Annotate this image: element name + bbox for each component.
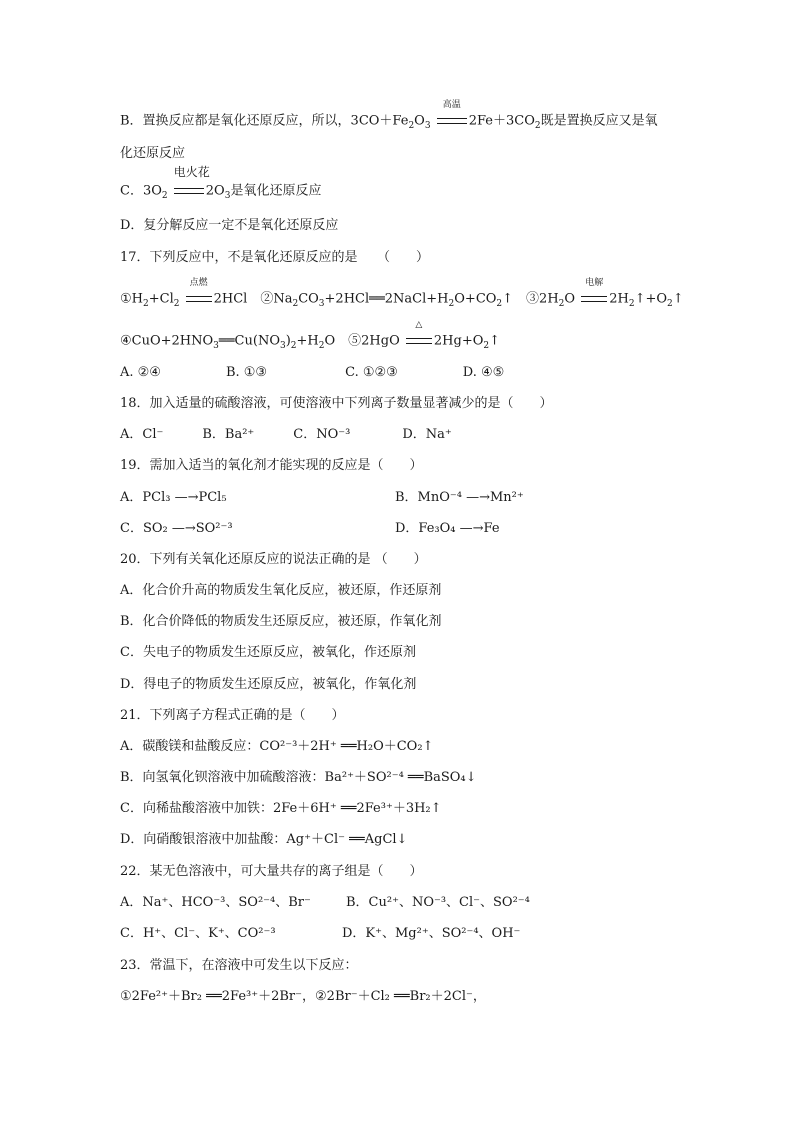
q22-option-d: D．K⁺、Mg²⁺、SO²⁻⁴、OH⁻ (342, 926, 521, 941)
q19-option-a: A．PCl₃ —→PCl₅ (120, 490, 227, 505)
question-19: 19．需加入适当的氧化剂才能实现的反应是（ ） (120, 458, 423, 473)
question-21: 21．下列离子方程式正确的是（ ） (120, 708, 345, 723)
condition-spark-sign (173, 165, 210, 200)
question-20: 20．下列有关氧化还原反应的说法正确的是 （ ） (120, 552, 427, 567)
option-d-line: D．复分解反应一定不是氧化还原反应 (120, 218, 339, 233)
option-b-line: B．置换反应都是氧化还原反应，所以，$3CO+Fe_2O_3$ 高温 $2Fe+3CO_2$既是置换反应又是氧 (120, 100, 658, 132)
q21-option-d: D．向硝酸银溶液中加盐酸：Ag⁺＋Cl⁻ ══AgCl↓ (120, 832, 408, 847)
q20-option-d: D．得电子的物质发生还原反应，被氧化，作氧化剂 (120, 677, 417, 692)
question-17-reactions-2: $④CuO+2HNO_3══Cu(NO_3)_2+H_2O$ ⑤2HgO △ $2Hg+O_2↑$ (120, 320, 501, 352)
question-22: 22．某无色溶液中，可大量共存的离子组是（ ） (120, 864, 423, 879)
q21-option-a: A．碳酸镁和盐酸反应：CO²⁻³＋2H⁺ ══H₂O＋CO₂↑ (120, 739, 434, 754)
condition-high-temp-sign (437, 100, 467, 130)
question-22-row-1 (120, 894, 530, 912)
option-b-cont: 化还原反应 (120, 146, 186, 161)
question-19-row-1 (120, 489, 524, 507)
option-c-text-a: C．3O (120, 183, 162, 199)
r1-part: CO (298, 291, 319, 307)
r1-part: ①H (120, 291, 143, 307)
r1-part: ↑+O (634, 291, 668, 307)
option-b-text-a: B．置换反应都是氧化还原反应，所以，3CO＋Fe (120, 113, 409, 129)
option-c-line: C．$3O_2$ 电火花 $2O_3$是氧化还原反应 (120, 165, 322, 202)
r2-part: ══Cu(NO (218, 333, 280, 349)
r1-part: O (564, 291, 576, 307)
q19-option-c: C．SO₂ —→SO²⁻³ (120, 521, 233, 536)
condition-ignite-sign (186, 278, 212, 308)
r1-part: ↑ ③2H (502, 291, 559, 307)
q22-option-b: B．Cu²⁺、NO⁻³、Cl⁻、SO²⁻⁴ (346, 895, 530, 910)
r2-part: ↑ (489, 333, 501, 349)
q19-option-d: D．Fe₃O₄ —→Fe (395, 521, 500, 536)
q20-option-a: A．化合价升高的物质发生氧化反应，被还原，作还原剂 (120, 583, 442, 598)
question-17-options: A. ②④ B. ①③ C. ①②③ D. ④⑤ (120, 365, 505, 380)
q22-option-a: A．Na⁺、HCO⁻³、SO²⁻⁴、Br⁻ (120, 895, 311, 910)
q23-reactions: ①2Fe²⁺＋Br₂ ══2Fe³⁺＋2Br⁻，②2Br⁻＋Cl₂ ══Br₂＋2Cl⁻， (120, 989, 486, 1004)
question-19-row-2 (120, 520, 500, 538)
r1-part: 2H (609, 291, 629, 307)
option-c-text-c: 是氧化还原反应 (230, 183, 322, 199)
q21-option-c: C．向稀盐酸溶液中加铁：2Fe＋6H⁺ ══2Fe³⁺＋3H₂↑ (120, 801, 442, 816)
condition-label: 高温 (442, 100, 461, 110)
r2-part: 2Hg+O (433, 333, 484, 349)
r2-part: ) (285, 333, 291, 349)
question-18: 18．加入适量的硫酸溶液，可使溶液中下列离子数量显著减少的是（ ） (120, 396, 553, 411)
r2-part: O ⑤2HgO (324, 333, 400, 349)
r1-part: O+CO (454, 291, 497, 307)
condition-label: 电解 (585, 278, 604, 288)
q22-option-c: C．H⁺、Cl⁻、K⁺、CO²⁻³ (120, 926, 276, 941)
question-17-reactions-1: $①H_2+Cl_2$ 点燃 2HCl $②Na_2CO_3+2HCl══2NaCl+H_2O+CO_2↑$ $③2H_2O$ 电解 $2H_2↑+O_2↑$ (120, 278, 684, 310)
question-22-row-2 (120, 925, 521, 943)
condition-label: 点燃 (189, 278, 208, 288)
r2-part: +H (296, 333, 319, 349)
r1-part: +Cl (148, 291, 174, 307)
q20-option-c: C．失电子的物质发生还原反应，被氧化，作还原剂 (120, 645, 416, 660)
q19-option-b: B．MnO⁻⁴ —→Mn²⁺ (395, 490, 524, 505)
r1-part: +2HCl══2NaCl+H (324, 291, 449, 307)
condition-label: 电火花 (173, 165, 210, 179)
option-b-text-b: 2Fe＋3CO (468, 113, 535, 129)
question-17: 17．下列反应中，不是氧化还原反应的是 （ ） (120, 250, 430, 265)
condition-label: △ (415, 320, 423, 330)
question-18-options: A．Cl⁻ B．Ba²⁺ C．NO⁻³ D．Na⁺ (120, 427, 452, 442)
option-b-text-c: 既是置换反应又是氧 (540, 113, 658, 129)
option-c-text-b: 2O (205, 183, 225, 199)
q20-option-b: B．化合价降低的物质发生还原反应，被还原，作氧化剂 (120, 614, 442, 629)
question-23: 23．常温下，在溶液中可发生以下反应： (120, 958, 358, 973)
q21-option-b: B．向氢氧化钡溶液中加硫酸溶液：Ba²⁺＋SO²⁻⁴ ══BaSO₄↓ (120, 770, 477, 785)
condition-electrolysis-sign (581, 278, 607, 308)
condition-heat-sign (406, 320, 432, 350)
r1-part: ↑ (672, 291, 684, 307)
r1-part: 2HCl ②Na (213, 291, 293, 307)
r2-part: ④CuO+2HNO (120, 333, 214, 349)
